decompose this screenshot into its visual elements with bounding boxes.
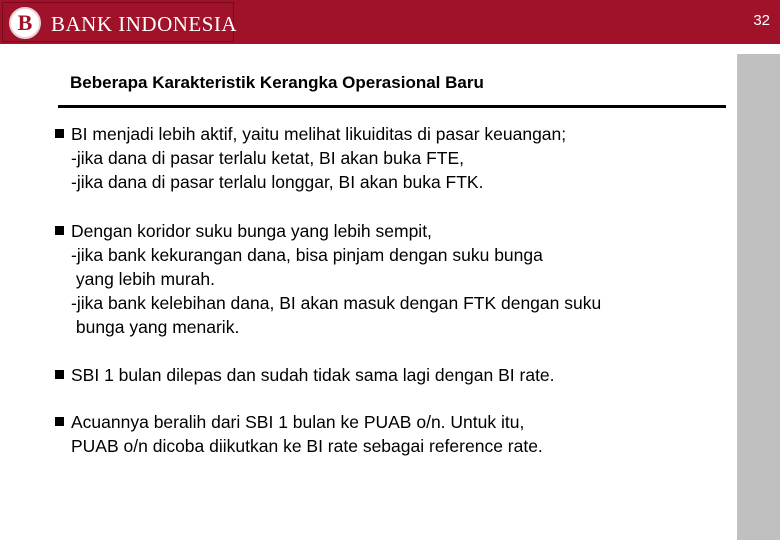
title-divider bbox=[58, 105, 726, 108]
square-bullet-icon bbox=[55, 417, 64, 426]
bullet-item bbox=[55, 122, 715, 194]
square-bullet-icon bbox=[55, 226, 64, 235]
square-bullet-icon bbox=[55, 370, 64, 379]
bullet-line: yang lebih murah. bbox=[71, 269, 215, 289]
bullet-line: -jika bank kekurangan dana, bisa pinjam dengan suku bunga bbox=[71, 245, 543, 265]
bullet-line: Acuannya beralih dari SBI 1 bulan ke PUAB o/n. Untuk itu, bbox=[71, 412, 525, 432]
bullet-line: -jika dana di pasar terlalu longgar, BI akan buka FTK. bbox=[71, 172, 484, 192]
brand-name: BANK INDONESIA bbox=[51, 12, 238, 36]
bullet-line: -jika bank kelebihan dana, BI akan masuk dengan FTK dengan suku bbox=[71, 293, 602, 313]
page-number: 32 bbox=[753, 12, 770, 29]
bullet-line: BI menjadi lebih aktif, yaitu melihat likuiditas di pasar keuangan; bbox=[71, 124, 567, 144]
bullet-item bbox=[55, 363, 715, 387]
bullet-line: PUAB o/n dicoba diikutkan ke BI rate sebagai reference rate. bbox=[71, 436, 543, 456]
bullet-line: SBI 1 bulan dilepas dan sudah tidak sama lagi dengan BI rate. bbox=[71, 365, 555, 385]
square-bullet-icon bbox=[55, 129, 64, 138]
header-bar bbox=[0, 0, 780, 44]
bullet-line: -jika dana di pasar terlalu ketat, BI akan buka FTE, bbox=[71, 148, 464, 168]
bullet-item bbox=[55, 410, 715, 458]
slide-title: Beberapa Karakteristik Kerangka Operasional Baru bbox=[70, 73, 484, 92]
bullet-item bbox=[55, 219, 715, 339]
emblem-letter: B bbox=[17, 10, 33, 35]
bullet-line: Dengan koridor suku bunga yang lebih sempit, bbox=[71, 221, 432, 241]
bi-emblem-icon bbox=[9, 7, 41, 39]
bullet-line: bunga yang menarik. bbox=[71, 317, 240, 337]
bank-logo bbox=[2, 2, 238, 42]
side-decoration bbox=[737, 54, 780, 540]
